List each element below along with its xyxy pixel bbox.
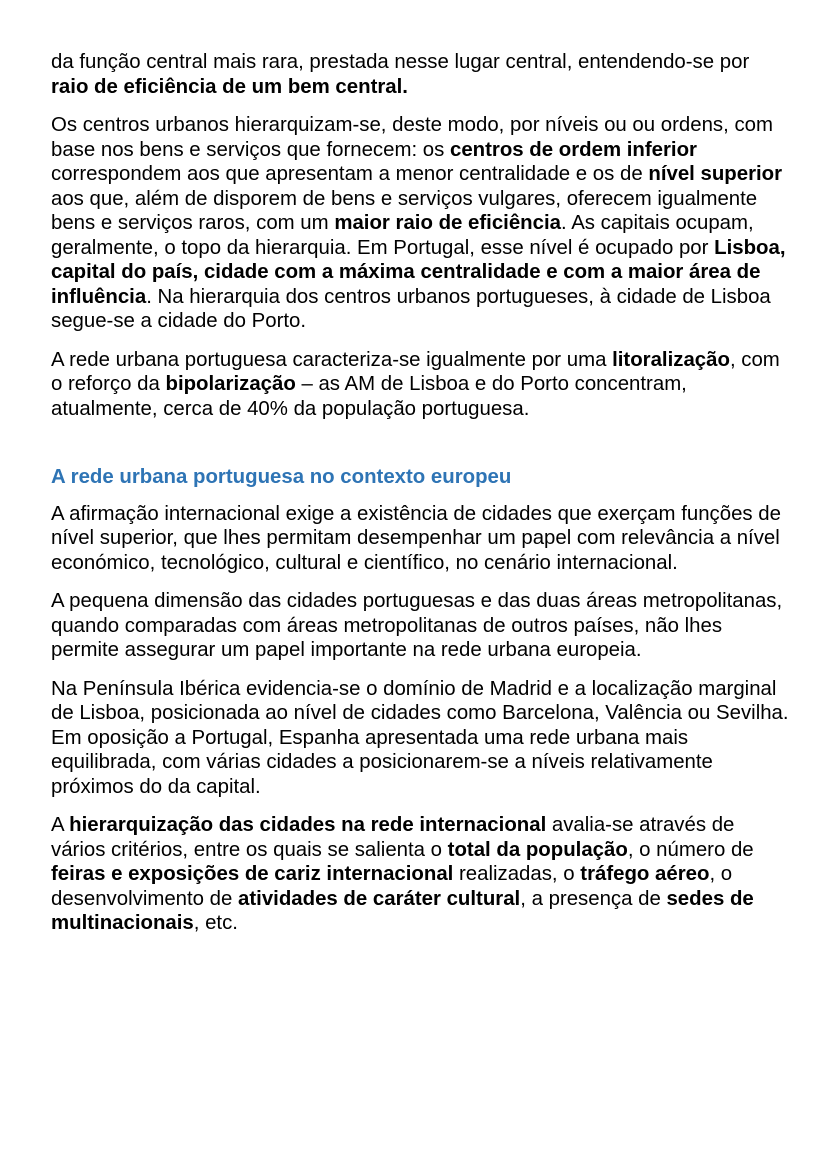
bold-text: sedes de multinacionais [51,887,754,934]
bold-text: maior raio de eficiência [334,212,561,234]
paragraph [51,813,791,936]
text-run: , etc. [193,912,238,934]
bold-text: nível superior [648,163,783,185]
text-run: correspondem aos que apresentam a menor centralidade e os de [51,163,649,185]
text-run: A pequena dimensão das cidades portuguesas e das duas áreas metropolitanas, quando comparadas com áreas metropolitanas de outros países, não lhes permite assegurar um papel importante na rede urbana europeia. [51,590,783,661]
text-run: A rede urbana portuguesa caracteriza-se igualmente por uma [51,348,613,371]
bold-text: total da população [447,838,628,861]
paragraph [51,502,791,576]
paragraph [51,348,791,422]
text-run: , a presença de [520,887,667,910]
paragraph [51,589,791,663]
text-run: – as AM de Lisboa e do Porto concentram, atualmente, cerca de 40% da população portuguesa. [51,373,687,420]
text-run: . Na hierarquia dos centros urbanos portugueses, à cidade de Lisboa segue-se a cidade do Porto. [51,285,771,332]
text-run: realizadas, o [453,863,581,885]
section-heading: A rede urbana portuguesa no contexto europeu [51,466,512,488]
text-run: , o desenvolvimento de [51,863,733,910]
paragraph [51,50,791,99]
bold-text: raio de eficiência de um bem central. [51,75,408,98]
bold-text: atividades de caráter cultural [238,887,521,910]
european-context-section [51,502,791,936]
text-run: aos que, além de disporem de bens e serviços vulgares, oferecem igualmente bens e serviços raros, com um [51,187,758,234]
text-run: A [51,814,70,836]
bold-text: tráfego aéreo [580,863,710,885]
paragraph [51,113,791,334]
paragraph [51,677,791,800]
bold-text: Lisboa, capital do país, cidade com a máxima centralidade e com a maior área de influência [51,236,786,308]
bold-text: hierarquização das cidades na rede internacional [69,814,547,836]
text-run: avalia-se através de vários critérios, entre os quais se salienta o [51,814,735,861]
text-run: Na Península Ibérica evidencia-se o domínio de Madrid e a localização marginal de Lisboa, posicionada ao nível de cidades como Barcelona, Valência ou Sevilha. Em oposição a Portugal, Espanha apresentada uma rede urbana mais equilibrada, com várias cidades a posicionarem-se a níveis relativamente próximos do da capital. [51,677,789,798]
intro-section [51,50,791,421]
bold-text: bipolarização [165,373,296,395]
document-page [51,50,791,950]
text-run: A afirmação internacional exige a existência de cidades que exerçam funções de nível superior, que lhes permitam desempenhar um papel com relevância a nível económico, tecnológico, cultural e científico, no cenário internacional. [51,502,781,574]
bold-text: centros de ordem inferior [449,138,697,161]
text-run: , o número de [627,838,754,861]
bold-text: litoralização [612,348,730,371]
text-run: da função central mais rara, prestada nesse lugar central, entendendo-se por [51,51,750,73]
text-run: Os centros urbanos hierarquizam-se, deste modo, por níveis ou ou ordens, com base nos bens e serviços que fornecem: os [51,114,773,161]
bold-text: feiras e exposições de cariz internacional [51,863,454,885]
text-run: , com o reforço da [51,348,780,395]
text-run: . As capitais ocupam, geralmente, o topo da hierarquia. Em Portugal, esse nível é ocupado por [51,212,754,259]
